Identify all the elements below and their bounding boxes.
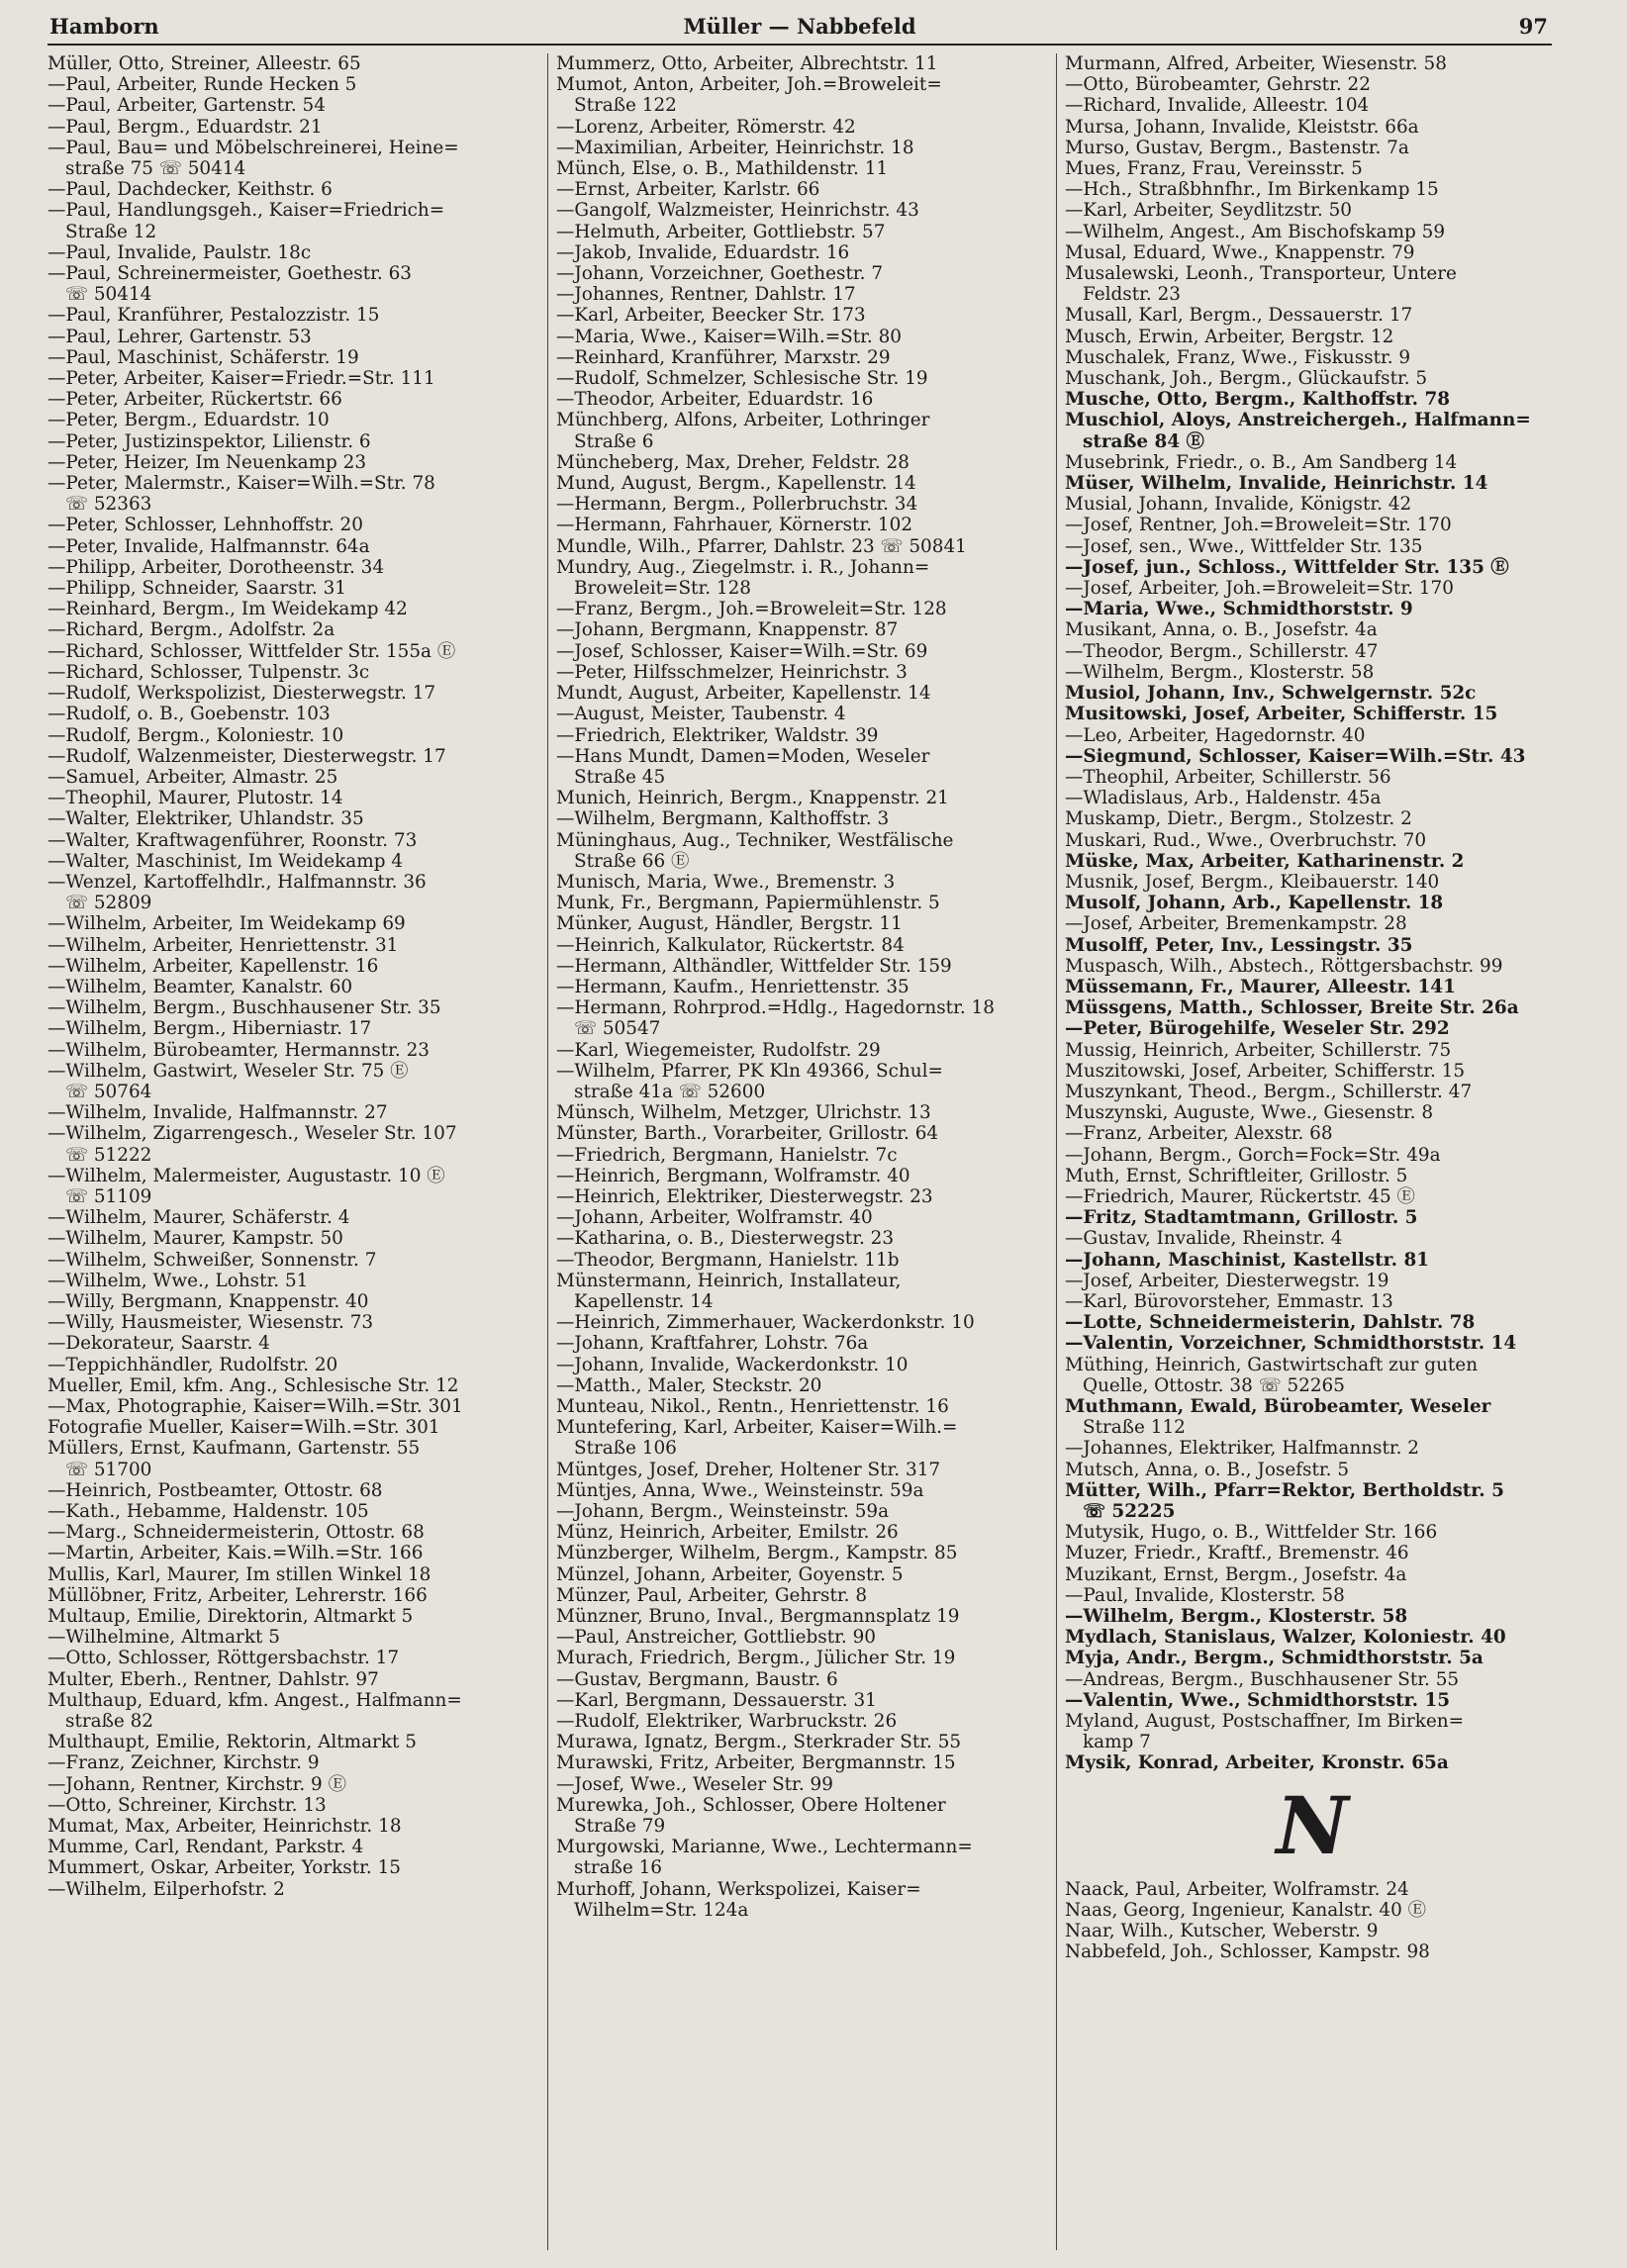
directory-entry: —Walter, Elektriker, Uhlandstr. 35 (48, 808, 364, 830)
directory-entry: —Josef, sen., Wwe., Wittfelder Str. 135 (1065, 535, 1423, 557)
directory-entry: —Martin, Arbeiter, Kais.=Wilh.=Str. 166 (48, 1543, 424, 1564)
directory-entry: —Johann, Bergmann, Knappenstr. 87 (556, 619, 899, 641)
directory-entry: Münzel, Johann, Arbeiter, Goyenstr. 5 (556, 1563, 904, 1585)
directory-entry: —Hermann, Kaufm., Henriettenstr. 35 (556, 976, 909, 997)
directory-entry: —Wilhelm, Eilperhofstr. 2 (48, 1878, 285, 1900)
directory-entry: —Peter, Schlosser, Lehnhoffstr. 20 (48, 515, 363, 536)
directory-entry: Muszynski, Auguste, Wwe., Giesenstr. 8 (1065, 1102, 1434, 1124)
directory-entry: —Gustav, Bergmann, Baustr. 6 (556, 1668, 838, 1690)
directory-entry: —Heinrich, Postbeamter, Ottostr. 68 (48, 1479, 383, 1501)
directory-entry: Muntefering, Karl, Arbeiter, Kaiser=Wilh.= (556, 1417, 958, 1439)
directory-entry: Myland, August, Postschaffner, Im Birken= (1065, 1711, 1464, 1733)
directory-entry: Mursa, Johann, Invalide, Kleiststr. 66a (1065, 116, 1419, 138)
directory-entry-continuation: straße 84 Ⓔ (1083, 430, 1204, 452)
directory-entry: Mummerz, Otto, Arbeiter, Albrechtstr. 11 (556, 53, 938, 74)
directory-entry: —Otto, Schreiner, Kirchstr. 13 (48, 1794, 327, 1816)
directory-entry: —Wilhelmine, Altmarkt 5 (48, 1627, 280, 1649)
directory-entry-continuation: Straße 12 (65, 221, 157, 242)
directory-entry: Mussig, Heinrich, Arbeiter, Schillerstr. 75 (1065, 1039, 1452, 1061)
directory-entry: —Paul, Kranführer, Pestalozzistr. 15 (48, 305, 380, 327)
directory-entry: Muzikant, Ernst, Bergm., Josefstr. 4a (1065, 1563, 1407, 1585)
directory-entry: —Wilhelm, Bergmann, Kalthoffstr. 3 (556, 808, 890, 830)
directory-entry: Mysik, Konrad, Arbeiter, Kronstr. 65a (1065, 1752, 1449, 1774)
directory-page (48, 8, 1552, 2260)
directory-entry: Multer, Eberh., Rentner, Dahlstr. 97 (48, 1668, 379, 1690)
section-letter: N (1276, 1778, 1349, 1872)
directory-entry: Muthmann, Ewald, Bürobeamter, Weseler (1065, 1396, 1491, 1417)
directory-entry: Müssgens, Matth., Schlosser, Breite Str. 26a (1065, 997, 1519, 1019)
directory-entry: —Karl, Arbeiter, Seydlitzstr. 50 (1065, 200, 1352, 222)
directory-entry: Müller, Otto, Streiner, Alleestr. 65 (48, 53, 361, 74)
directory-entry: Myja, Andr., Bergm., Schmidthorststr. 5a (1065, 1648, 1483, 1669)
column-divider (1056, 53, 1057, 2250)
directory-entry: —Wilhelm, Bergm., Klosterstr. 58 (1065, 1606, 1408, 1628)
directory-entry: —Peter, Justizinspektor, Lilienstr. 6 (48, 430, 371, 452)
directory-entry: —Heinrich, Zimmerhauer, Wackerdonkstr. 10 (556, 1312, 975, 1334)
directory-entry: —Wladislaus, Arb., Haldenstr. 45a (1065, 788, 1382, 809)
directory-entry: —Richard, Schlosser, Tulpenstr. 3c (48, 661, 370, 683)
directory-entry: Müllöbner, Fritz, Arbeiter, Lehrerstr. 166 (48, 1584, 428, 1606)
directory-entry: —Friedrich, Bergmann, Hanielstr. 7c (556, 1144, 898, 1166)
directory-entry-continuation: ☏ 52809 (65, 893, 152, 914)
directory-entry: Murso, Gustav, Bergm., Bastenstr. 7a (1065, 137, 1409, 158)
directory-entry: —Gustav, Invalide, Rheinstr. 4 (1065, 1228, 1343, 1250)
directory-entry: —Theodor, Bergm., Schillerstr. 47 (1065, 640, 1379, 662)
directory-entry: —Maria, Wwe., Schmidthorststr. 9 (1065, 599, 1413, 620)
directory-entry: —Franz, Bergm., Joh.=Broweleit=Str. 128 (556, 599, 947, 620)
directory-entry-continuation: ☏ 50414 (65, 284, 152, 306)
directory-entry: —Wilhelm, Arbeiter, Im Weidekamp 69 (48, 913, 406, 935)
directory-entry: —Paul, Arbeiter, Gartenstr. 54 (48, 95, 326, 117)
column-2 (556, 53, 1051, 1921)
directory-entry: Mutysik, Hugo, o. B., Wittfelder Str. 166 (1065, 1522, 1438, 1544)
directory-entry: —Wilhelm, Bürobeamter, Hermannstr. 23 (48, 1039, 430, 1061)
directory-entry: —Josef, Wwe., Weseler Str. 99 (556, 1773, 833, 1795)
directory-entry: Musalewski, Leonh., Transporteur, Untere (1065, 263, 1457, 285)
directory-entry-continuation: straße 82 (65, 1711, 153, 1733)
directory-entry: Mueller, Emil, kfm. Ang., Schlesische Str. 12 (48, 1374, 459, 1396)
directory-entry: Musiol, Johann, Inv., Schwelgernstr. 52c (1065, 683, 1477, 705)
directory-entry-continuation: Wilhelm=Str. 124a (574, 1899, 749, 1921)
directory-entry-continuation: ☏ 50547 (574, 1018, 661, 1040)
directory-entry: —Fritz, Stadtamtmann, Grillostr. 5 (1065, 1207, 1418, 1229)
directory-entry: —Lotte, Schneidermeisterin, Dahlstr. 78 (1065, 1312, 1476, 1334)
directory-entry: —Matth., Maler, Steckstr. 20 (556, 1374, 822, 1396)
directory-entry: Muszitowski, Josef, Arbeiter, Schifferstr. 15 (1065, 1060, 1466, 1082)
directory-entry: Mydlach, Stanislaus, Walzer, Koloniestr. 40 (1065, 1627, 1506, 1649)
directory-entry: Munich, Heinrich, Bergm., Knappenstr. 21 (556, 788, 949, 809)
directory-entry: Muzer, Friedr., Kraftf., Bremenstr. 46 (1065, 1543, 1409, 1564)
directory-entry: —Walter, Maschinist, Im Weidekamp 4 (48, 850, 404, 872)
directory-entry: Munteau, Nikol., Rentn., Henriettenstr. 16 (556, 1396, 949, 1417)
directory-entry-continuation: Straße 106 (574, 1438, 677, 1460)
directory-entry: —Wilhelm, Angest., Am Bischofskamp 59 (1065, 221, 1446, 242)
directory-entry: Müthing, Heinrich, Gastwirtschaft zur guten (1065, 1354, 1479, 1375)
directory-entry-continuation: Straße 122 (574, 95, 677, 117)
directory-entry-continuation: ☏ 50764 (65, 1081, 152, 1102)
directory-entry: —Wilhelm, Maurer, Schäferstr. 4 (48, 1207, 350, 1229)
directory-entry: Musial, Johann, Invalide, Königstr. 42 (1065, 494, 1412, 516)
directory-entry: —Franz, Arbeiter, Alexstr. 68 (1065, 1123, 1333, 1145)
directory-entry: —Peter, Arbeiter, Kaiser=Friedr.=Str. 111 (48, 368, 435, 390)
directory-entry: Mumme, Carl, Rendant, Parkstr. 4 (48, 1837, 364, 1858)
directory-entry: —Paul, Schreinermeister, Goethestr. 63 (48, 263, 412, 285)
directory-entry: —Paul, Invalide, Klosterstr. 58 (1065, 1584, 1345, 1606)
directory-entry: Naar, Wilh., Kutscher, Weberstr. 9 (1065, 1921, 1379, 1942)
directory-entry-continuation: Broweleit=Str. 128 (574, 578, 752, 600)
directory-entry: Muskari, Rud., Wwe., Overbruchstr. 70 (1065, 829, 1427, 851)
directory-entry: Münstermann, Heinrich, Installateur, (556, 1270, 902, 1291)
directory-entry: —Reinhard, Bergm., Im Weidekamp 42 (48, 599, 408, 620)
directory-entry: —Johann, Vorzeichner, Goethestr. 7 (556, 263, 884, 285)
directory-entry: —Lorenz, Arbeiter, Römerstr. 42 (556, 116, 856, 138)
directory-entry: —Gangolf, Walzmeister, Heinrichstr. 43 (556, 200, 919, 222)
directory-entry: —Helmuth, Arbeiter, Gottliebstr. 57 (556, 221, 886, 242)
directory-entry: —Johann, Kraftfahrer, Lohstr. 76a (556, 1333, 869, 1355)
directory-entry: —Wilhelm, Bergm., Klosterstr. 58 (1065, 661, 1375, 683)
directory-entry: —Rudolf, Elektriker, Warbruckstr. 26 (556, 1711, 898, 1733)
directory-entry: —Wilhelm, Wwe., Lohstr. 51 (48, 1270, 309, 1291)
directory-entry: Musal, Eduard, Wwe., Knappenstr. 79 (1065, 241, 1415, 263)
directory-entry: —Marg., Schneidermeisterin, Ottostr. 68 (48, 1522, 425, 1544)
directory-entry: —Kath., Hebamme, Haldenstr. 105 (48, 1501, 369, 1523)
directory-entry: Fotografie Mueller, Kaiser=Wilh.=Str. 301 (48, 1417, 440, 1439)
directory-entry: —Johannes, Rentner, Dahlstr. 17 (556, 284, 856, 306)
column-1 (48, 53, 542, 1900)
directory-entry: —Theodor, Bergmann, Hanielstr. 11b (556, 1249, 900, 1271)
directory-entry: Murmann, Alfred, Arbeiter, Wiesenstr. 58 (1065, 53, 1447, 74)
directory-entry-continuation: ☏ 52225 (1083, 1501, 1176, 1523)
directory-entry: Murewka, Joh., Schlosser, Obere Holtener (556, 1794, 946, 1816)
directory-entry-continuation: ☏ 51222 (65, 1144, 152, 1166)
directory-entry: Müser, Wilhelm, Invalide, Heinrichstr. 14 (1065, 473, 1488, 495)
directory-entry: —Richard, Invalide, Alleestr. 104 (1065, 95, 1370, 117)
directory-entry: Multhaup, Eduard, kfm. Angest., Halfmann= (48, 1689, 462, 1711)
directory-entry: —Peter, Arbeiter, Rückertstr. 66 (48, 389, 342, 411)
directory-entry: —Wilhelm, Bergm., Buschhausener Str. 35 (48, 997, 441, 1019)
directory-entry: —Wilhelm, Maurer, Kampstr. 50 (48, 1228, 343, 1250)
directory-entry: Muszynkant, Theod., Bergm., Schillerstr. 47 (1065, 1081, 1473, 1102)
directory-entry: —Johann, Rentner, Kirchstr. 9 Ⓔ (48, 1773, 346, 1795)
directory-entry: —Paul, Arbeiter, Runde Hecken 5 (48, 74, 357, 96)
directory-entry: Münster, Barth., Vorarbeiter, Grillostr. 64 (556, 1123, 939, 1145)
directory-entry: —Paul, Dachdecker, Keithstr. 6 (48, 179, 333, 201)
directory-entry: —Hans Mundt, Damen=Moden, Weseler (556, 745, 930, 767)
directory-entry-continuation: Kapellenstr. 14 (574, 1290, 714, 1312)
directory-entry: —Philipp, Schneider, Saarstr. 31 (48, 578, 346, 600)
directory-entry: Murhoff, Johann, Werkspolizei, Kaiser= (556, 1878, 921, 1900)
directory-entry: —Otto, Schlosser, Röttgersbachstr. 17 (48, 1648, 400, 1669)
directory-entry: —Wilhelm, Gastwirt, Weseler Str. 75 Ⓔ (48, 1060, 409, 1082)
directory-entry: —Andreas, Bergm., Buschhausener Str. 55 (1065, 1668, 1460, 1690)
directory-entry: —Ernst, Arbeiter, Karlstr. 66 (556, 179, 820, 201)
directory-entry: —Peter, Heizer, Im Neuenkamp 23 (48, 451, 367, 473)
directory-entry: —Samuel, Arbeiter, Almastr. 25 (48, 766, 338, 788)
directory-entry: Müntges, Josef, Dreher, Holtener Str. 317 (556, 1459, 941, 1480)
directory-entry: —Wilhelm, Arbeiter, Henriettenstr. 31 (48, 934, 399, 956)
column-divider (547, 53, 548, 2250)
directory-entry: Mues, Franz, Frau, Vereinsstr. 5 (1065, 158, 1363, 180)
directory-entry: —Karl, Bergmann, Dessauerstr. 31 (556, 1689, 877, 1711)
directory-entry: —Wenzel, Kartoffelhdlr., Halfmannstr. 36 (48, 871, 427, 893)
directory-entry: —Walter, Kraftwagenführer, Roonstr. 73 (48, 829, 418, 851)
directory-entry: —Theophil, Maurer, Plutostr. 14 (48, 788, 343, 809)
directory-entry: Murawski, Fritz, Arbeiter, Bergmannstr. 15 (556, 1752, 956, 1774)
directory-entry: —Rudolf, Werkspolizist, Diesterwegstr. 17 (48, 683, 436, 705)
directory-entry: —Karl, Wiegemeister, Rudolfstr. 29 (556, 1039, 881, 1061)
directory-entry: Musch, Erwin, Arbeiter, Bergstr. 12 (1065, 326, 1394, 347)
directory-entry: —Rudolf, o. B., Goebenstr. 103 (48, 704, 331, 725)
directory-entry: —Johann, Maschinist, Kastellstr. 81 (1065, 1249, 1430, 1271)
directory-entry: —Paul, Lehrer, Gartenstr. 53 (48, 326, 312, 347)
directory-entry: —Heinrich, Bergmann, Wolframstr. 40 (556, 1165, 910, 1186)
directory-entry: Nabbefeld, Joh., Schlosser, Kampstr. 98 (1065, 1941, 1430, 1963)
directory-entry: —Maria, Wwe., Kaiser=Wilh.=Str. 80 (556, 326, 902, 347)
directory-entry: —Peter, Hilfsschmelzer, Heinrichstr. 3 (556, 661, 908, 683)
directory-entry: Murach, Friedrich, Bergm., Jülicher Str. 19 (556, 1648, 956, 1669)
directory-entry: —Siegmund, Schlosser, Kaiser=Wilh.=Str. 43 (1065, 745, 1526, 767)
directory-entry: —Paul, Invalide, Paulstr. 18c (48, 241, 312, 263)
directory-entry: —Karl, Bürovorsteher, Emmastr. 13 (1065, 1290, 1393, 1312)
directory-entry-continuation: straße 16 (574, 1857, 662, 1879)
directory-entry-continuation: kamp 7 (1083, 1732, 1151, 1753)
directory-entry: —Wilhelm, Bergm., Hiberniastr. 17 (48, 1018, 372, 1040)
directory-entry: —Hermann, Fahrhauer, Körnerstr. 102 (556, 515, 913, 536)
directory-entry: Munk, Fr., Bergmann, Papiermühlenstr. 5 (556, 893, 940, 914)
directory-entry: Naas, Georg, Ingenieur, Kanalstr. 40 Ⓔ (1065, 1899, 1427, 1921)
directory-entry: Muschalek, Franz, Wwe., Fiskusstr. 9 (1065, 346, 1411, 368)
directory-entry: —Johannes, Elektriker, Halfmannstr. 2 (1065, 1438, 1420, 1460)
directory-entry: —Peter, Malermstr., Kaiser=Wilh.=Str. 78 (48, 473, 435, 495)
directory-entry: Mund, August, Bergm., Kapellenstr. 14 (556, 473, 916, 495)
directory-entry: —Karl, Arbeiter, Beecker Str. 173 (556, 305, 866, 327)
directory-entry: —Philipp, Arbeiter, Dorotheenstr. 34 (48, 556, 385, 578)
directory-entry: —Katharina, o. B., Diesterwegstr. 23 (556, 1228, 895, 1250)
directory-entry: —Franz, Zeichner, Kirchstr. 9 (48, 1752, 320, 1774)
directory-entry: —Valentin, Vorzeichner, Schmidthorststr. 14 (1065, 1333, 1517, 1355)
directory-entry: —Theophil, Arbeiter, Schillerstr. 56 (1065, 766, 1391, 788)
directory-entry: Müninghaus, Aug., Techniker, Westfälische (556, 829, 954, 851)
directory-entry-continuation: ☏ 51700 (65, 1459, 152, 1480)
directory-entry: —Johann, Bergm., Gorch=Fock=Str. 49a (1065, 1144, 1441, 1166)
directory-entry: Münchberg, Alfons, Arbeiter, Lothringer (556, 410, 930, 431)
directory-entry: Mundt, August, Arbeiter, Kapellenstr. 14 (556, 683, 931, 705)
directory-entry-continuation: ☏ 51109 (65, 1185, 152, 1207)
directory-entry: Muth, Ernst, Schriftleiter, Grillostr. 5 (1065, 1165, 1408, 1186)
directory-entry: Mutsch, Anna, o. B., Josefstr. 5 (1065, 1459, 1350, 1480)
directory-entry: —Wilhelm, Beamter, Kanalstr. 60 (48, 976, 353, 997)
directory-entry: Mundle, Wilh., Pfarrer, Dahlstr. 23 ☏ 50841 (556, 535, 967, 557)
directory-entry: —Friedrich, Elektriker, Waldstr. 39 (556, 724, 879, 746)
directory-entry-continuation: Quelle, Ottostr. 38 ☏ 52265 (1083, 1374, 1345, 1396)
directory-entry: —Wilhelm, Zigarrengesch., Weseler Str. 107 (48, 1123, 457, 1145)
directory-entry: —Johann, Arbeiter, Wolframstr. 40 (556, 1207, 873, 1229)
directory-entry: —Friedrich, Maurer, Rückertstr. 45 Ⓔ (1065, 1185, 1415, 1207)
directory-entry: —Hermann, Bergm., Pollerbruchstr. 34 (556, 494, 918, 516)
directory-entry: Müncheberg, Max, Dreher, Feldstr. 28 (556, 451, 909, 473)
directory-entry: —Maximilian, Arbeiter, Heinrichstr. 18 (556, 137, 914, 158)
directory-entry: Münch, Else, o. B., Mathildenstr. 11 (556, 158, 889, 180)
directory-entry: Muschiol, Aloys, Anstreichergeh., Halfmann= (1065, 410, 1531, 431)
directory-entry: —Josef, Arbeiter, Joh.=Broweleit=Str. 170 (1065, 578, 1454, 600)
directory-entry: —Wilhelm, Arbeiter, Kapellenstr. 16 (48, 955, 379, 977)
directory-entry: —Peter, Invalide, Halfmannstr. 64a (48, 535, 370, 557)
directory-entry: Mumot, Anton, Arbeiter, Joh.=Broweleit= (556, 74, 942, 96)
directory-entry: Musnik, Josef, Bergm., Kleibauerstr. 140 (1065, 871, 1440, 893)
column-3 (1065, 53, 1560, 1962)
page-header (48, 8, 1552, 46)
directory-entry: —Wilhelm, Schweißer, Sonnenstr. 7 (48, 1249, 377, 1271)
directory-entry-continuation: Straße 45 (574, 766, 666, 788)
directory-entry: Musikant, Anna, o. B., Josefstr. 4a (1065, 619, 1378, 641)
directory-entry: —Josef, Rentner, Joh.=Broweleit=Str. 170 (1065, 515, 1452, 536)
directory-entry: —Paul, Handlungsgeh., Kaiser=Friedrich= (48, 200, 445, 222)
directory-entry: —Wilhelm, Malermeister, Augustastr. 10 Ⓔ (48, 1165, 445, 1186)
header-name-range: Müller — Nabbefeld (683, 14, 916, 39)
directory-entry-continuation: ☏ 52363 (65, 494, 152, 516)
directory-entry: Mumat, Max, Arbeiter, Heinrichstr. 18 (48, 1816, 402, 1838)
directory-entry-continuation: Straße 112 (1083, 1417, 1186, 1439)
directory-entry: —Paul, Bergm., Eduardstr. 21 (48, 116, 323, 138)
directory-entry: Multaup, Emilie, Direktorin, Altmarkt 5 (48, 1606, 414, 1628)
directory-entry: —Willy, Bergmann, Knappenstr. 40 (48, 1290, 369, 1312)
directory-entry: —Peter, Bergm., Eduardstr. 10 (48, 410, 330, 431)
directory-entry: —Peter, Bürogehilfe, Weseler Str. 292 (1065, 1018, 1450, 1040)
directory-entry: —Jakob, Invalide, Eduardstr. 16 (556, 241, 850, 263)
directory-entry: —Josef, Schlosser, Kaiser=Wilh.=Str. 69 (556, 640, 928, 662)
directory-entry: —Leo, Arbeiter, Hagedornstr. 40 (1065, 724, 1366, 746)
directory-entry: Murawa, Ignatz, Bergm., Sterkrader Str. 55 (556, 1732, 962, 1753)
directory-entry: Mullis, Karl, Maurer, Im stillen Winkel 18 (48, 1563, 431, 1585)
directory-entry: —Johann, Invalide, Wackerdonkstr. 10 (556, 1354, 909, 1375)
directory-entry: —Wilhelm, Pfarrer, PK Kln 49366, Schul= (556, 1060, 943, 1082)
directory-entry: Musebrink, Friedr., o. B., Am Sandberg 14 (1065, 451, 1458, 473)
directory-entry: Mummert, Oskar, Arbeiter, Yorkstr. 15 (48, 1857, 401, 1879)
directory-entry-continuation: straße 75 ☏ 50414 (65, 158, 246, 180)
directory-entry: Musall, Karl, Bergm., Dessauerstr. 17 (1065, 305, 1413, 327)
page-number: 97 (1518, 14, 1548, 39)
directory-entry: —Richard, Bergm., Adolfstr. 2a (48, 619, 335, 641)
directory-entry: Münzner, Bruno, Inval., Bergmannsplatz 19 (556, 1606, 960, 1628)
directory-entry-continuation: straße 41a ☏ 52600 (574, 1081, 766, 1102)
directory-entry: Muskamp, Dietr., Bergm., Stolzestr. 2 (1065, 808, 1412, 830)
directory-entry-continuation: Straße 79 (574, 1816, 666, 1838)
directory-entry: —August, Meister, Taubenstr. 4 (556, 704, 846, 725)
directory-entry: —Dekorateur, Saarstr. 4 (48, 1333, 270, 1355)
directory-entry: Müntjes, Anna, Wwe., Weinsteinstr. 59a (556, 1479, 924, 1501)
directory-entry: —Theodor, Arbeiter, Eduardstr. 16 (556, 389, 874, 411)
directory-entry: Münz, Heinrich, Arbeiter, Emilstr. 26 (556, 1522, 899, 1544)
directory-entry: —Josef, Arbeiter, Diesterwegstr. 19 (1065, 1270, 1389, 1291)
directory-entry: Naack, Paul, Arbeiter, Wolframstr. 24 (1065, 1878, 1409, 1900)
directory-entry: Murgowski, Marianne, Wwe., Lechtermann= (556, 1837, 973, 1858)
directory-entry: —Paul, Anstreicher, Gottliebstr. 90 (556, 1627, 876, 1649)
directory-entry: Muschank, Joh., Bergm., Glückaufstr. 5 (1065, 368, 1428, 390)
directory-entry: —Valentin, Wwe., Schmidthorststr. 15 (1065, 1689, 1451, 1711)
directory-entry: Mundry, Aug., Ziegelmstr. i. R., Johann= (556, 556, 930, 578)
directory-entry: —Richard, Schlosser, Wittfelder Str. 155a Ⓔ (48, 640, 456, 662)
directory-entry: —Otto, Bürobeamter, Gehrstr. 22 (1065, 74, 1371, 96)
directory-entry: Müllers, Ernst, Kaufmann, Gartenstr. 55 (48, 1438, 421, 1460)
directory-entry: —Rudolf, Bergm., Koloniestr. 10 (48, 724, 344, 746)
directory-entry: —Josef, jun., Schloss., Wittfelder Str. 135 Ⓔ (1065, 556, 1509, 578)
directory-entry: Müske, Max, Arbeiter, Katharinenstr. 2 (1065, 850, 1465, 872)
directory-entry: —Paul, Maschinist, Schäferstr. 19 (48, 346, 359, 368)
directory-entry: Musche, Otto, Bergm., Kalthoffstr. 78 (1065, 389, 1451, 411)
directory-entry: Münker, August, Händler, Bergstr. 11 (556, 913, 903, 935)
directory-entry: —Johann, Bergm., Weinsteinstr. 59a (556, 1501, 890, 1523)
directory-entry: Musitowski, Josef, Arbeiter, Schifferstr. 15 (1065, 704, 1498, 725)
directory-entry: —Heinrich, Elektriker, Diesterwegstr. 23 (556, 1185, 933, 1207)
directory-entry: —Reinhard, Kranführer, Marxstr. 29 (556, 346, 891, 368)
directory-entry: —Max, Photographie, Kaiser=Wilh.=Str. 301 (48, 1396, 463, 1417)
directory-entry: Munisch, Maria, Wwe., Bremenstr. 3 (556, 871, 896, 893)
directory-entry: —Hch., Straßbhnfhr., Im Birkenkamp 15 (1065, 179, 1439, 201)
directory-entry: —Rudolf, Schmelzer, Schlesische Str. 19 (556, 368, 928, 390)
directory-entry: Münzer, Paul, Arbeiter, Gehrstr. 8 (556, 1584, 868, 1606)
directory-entry: —Heinrich, Kalkulator, Rückertstr. 84 (556, 934, 905, 956)
directory-entry: Münzberger, Wilhelm, Bergm., Kampstr. 85 (556, 1543, 958, 1564)
directory-entry: Musolff, Peter, Inv., Lessingstr. 35 (1065, 934, 1413, 956)
directory-entry: Muspasch, Wilh., Abstech., Röttgersbachstr. 99 (1065, 955, 1503, 977)
directory-entry: —Hermann, Althändler, Wittfelder Str. 159 (556, 955, 952, 977)
directory-entry: —Josef, Arbeiter, Bremenkampstr. 28 (1065, 913, 1407, 935)
directory-entry: —Teppichhändler, Rudolfstr. 20 (48, 1354, 338, 1375)
directory-entry-continuation: Straße 6 (574, 430, 654, 452)
directory-entry: —Rudolf, Walzenmeister, Diesterwegstr. 17 (48, 745, 446, 767)
directory-entry: Mütter, Wilh., Pfarr=Rektor, Bertholdstr. 5 (1065, 1479, 1504, 1501)
directory-entry: Müssemann, Fr., Maurer, Alleestr. 141 (1065, 976, 1456, 997)
directory-entry: —Willy, Hausmeister, Wiesenstr. 73 (48, 1312, 374, 1334)
directory-entry: —Paul, Bau= und Möbelschreinerei, Heine= (48, 137, 459, 158)
directory-entry-continuation: Feldstr. 23 (1083, 284, 1181, 306)
directory-entry: —Hermann, Rohrprod.=Hdlg., Hagedornstr. 18 (556, 997, 995, 1019)
directory-entry: Münsch, Wilhelm, Metzger, Ulrichstr. 13 (556, 1102, 931, 1124)
directory-entry: —Wilhelm, Invalide, Halfmannstr. 27 (48, 1102, 388, 1124)
directory-entry: Multhaupt, Emilie, Rektorin, Altmarkt 5 (48, 1732, 417, 1753)
directory-entry-continuation: Straße 66 Ⓔ (574, 850, 690, 872)
directory-entry: Musolf, Johann, Arb., Kapellenstr. 18 (1065, 893, 1444, 914)
header-city: Hamborn (49, 14, 159, 39)
